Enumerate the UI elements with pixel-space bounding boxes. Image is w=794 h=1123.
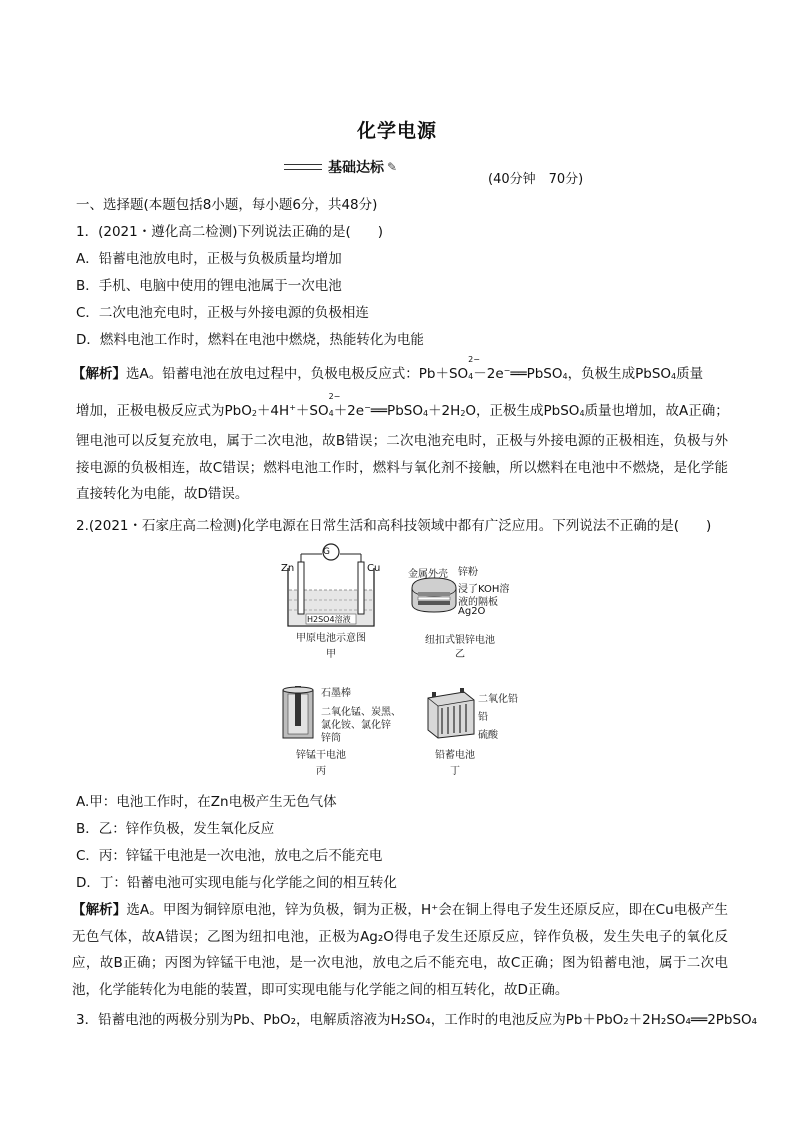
q2-analysis-text: 选A。甲图为铜锌原电池，锌为负极，铜为正极，H⁺会在铜上得电子发生还原反应，即在Cu电极产生无色气体，故A错误；乙图为纽扣电池，正极为Ag₂O得电子发生还原反应，锌作负极，发生失电子的氧化反应，故B正确；丙图为锌锰干电池，是一次电池，放电之后不能充电，故C正确；图为铅蓄电池，属于二次电池，化学能转化为电能的装置，即可实现电能与化学能之间的相互转化，故D正确。 [72, 902, 728, 998]
cu-electrode-label: Cu [367, 563, 381, 574]
figure-yi-letter: 乙 [455, 649, 465, 660]
section-rule [284, 164, 322, 170]
bing-label-mix2: 氯化铵、氯化锌 [321, 720, 391, 731]
yi-label-shell: 金属外壳 [408, 569, 448, 580]
figure-bing-letter: 丙 [316, 766, 326, 777]
dry-cell-figure [280, 684, 316, 742]
figure-ding-caption: 铅蓄电池 [435, 750, 475, 761]
q2-stem: 2.(2021・石家庄高二检测)化学电源在日常生活和高科技领域中都有广泛应用。下列说法不正确的是( ) [76, 518, 712, 534]
q1-stem: 1．(2021・遵化高二检测)下列说法正确的是( ) [76, 224, 384, 240]
q1-option-c: C．二次电池充电时，正极与外接电源的负极相连 [76, 305, 369, 321]
ding-label-pb: 铅 [478, 712, 488, 723]
q2-option-c: C．丙：锌锰干电池是一次电池，放电之后不能充电 [76, 848, 383, 864]
section-header [284, 157, 397, 177]
figure-bing-caption: 锌锰干电池 [296, 750, 346, 761]
page-title: 化学电源 [356, 120, 437, 142]
solution-label: H2SO4溶液 [307, 615, 351, 624]
bing-label-mix1: 二氧化锰、炭黑、 [321, 707, 401, 718]
q2-option-b: B．乙：锌作负极，发生氧化反应 [76, 821, 275, 837]
ding-label-pbo2: 二氧化铅 [478, 694, 518, 705]
q3-stem: 3．铅蓄电池的两极分别为Pb、PbO₂，电解质溶液为H₂SO₄，工作时的电池反应为Pb＋PbO₂＋2H₂SO₄══2PbSO₄ [76, 1012, 758, 1028]
yi-label-ag2o: Ag2O [458, 606, 486, 617]
q1-option-b: B．手机、电脑中使用的锂电池属于一次电池 [76, 278, 342, 294]
figure-jia-letter: 甲 [326, 649, 336, 660]
analysis-tag-2: 【解析】 [72, 902, 127, 918]
meter-label: G [323, 547, 330, 557]
pencil-icon: ✎ [387, 160, 398, 174]
q1-analysis-rest: 锂电池可以反复充放电，属于二次电池，故B错误；二次电池充电时，正极与外接电源的正极相连，负极与外接电源的负极相连，故C错误；燃料电池工作时，燃料与氧化剂不接触，所以燃料在电池中不燃烧，是化学能直接转化为电能，故D错误。 [76, 433, 728, 502]
figure-jia-caption: 甲原电池示意图 [296, 633, 366, 644]
yi-label-zinc: 锌粉 [458, 567, 478, 578]
yi-label-koh2: 液的隔板 [458, 597, 498, 608]
figure-yi-caption: 纽扣式银锌电池 [425, 635, 495, 646]
q2-option-d: D．丁：铅蓄电池可实现电能与化学能之间的相互转化 [76, 875, 397, 891]
bing-label-zinc-can: 锌筒 [321, 733, 341, 744]
q1-analysis-line1: 【解析】选A。铅蓄电池在放电过程中，负极电极反应式：Pb＋SO 2− 4－2e−══PbSO$_4$，负极生成PbSO$_4$质量 [72, 355, 704, 382]
q1-option-d: D．燃料电池工作时，燃料在电池中燃烧，热能转化为电能 [76, 332, 424, 348]
q1-analysis-line2: 增加，正极电极反应式为PbO$_2$＋4H+＋SO 2− $4+2e^-══PbSO_4+2H_2O$，正极生成PbSO$_4$质量也增加，故A正确； [76, 392, 729, 419]
part-heading: 一、选择题(本题包括8小题，每小题6分，共48分) [76, 197, 378, 213]
bing-label-graphite: 石墨棒 [321, 688, 351, 699]
time-score: (40分钟 70分) [488, 172, 584, 187]
q2-analysis [72, 897, 728, 1003]
q1-option-a: A．铅蓄电池放电时，正极与负极质量均增加 [76, 251, 342, 267]
ding-label-acid: 硫酸 [478, 730, 498, 741]
lead-acid-battery-figure [424, 688, 478, 740]
section-label: 基础达标 [328, 160, 384, 176]
figure-ding-letter: 丁 [450, 766, 460, 777]
button-battery-figure [408, 574, 460, 614]
zn-electrode-label: Zn [281, 563, 295, 574]
yi-label-koh1: 浸了KOH溶 [458, 584, 510, 595]
q2-option-a: A.甲：电池工作时，在Zn电极产生无色气体 [76, 794, 337, 810]
analysis-tag: 【解析】 [72, 366, 126, 382]
